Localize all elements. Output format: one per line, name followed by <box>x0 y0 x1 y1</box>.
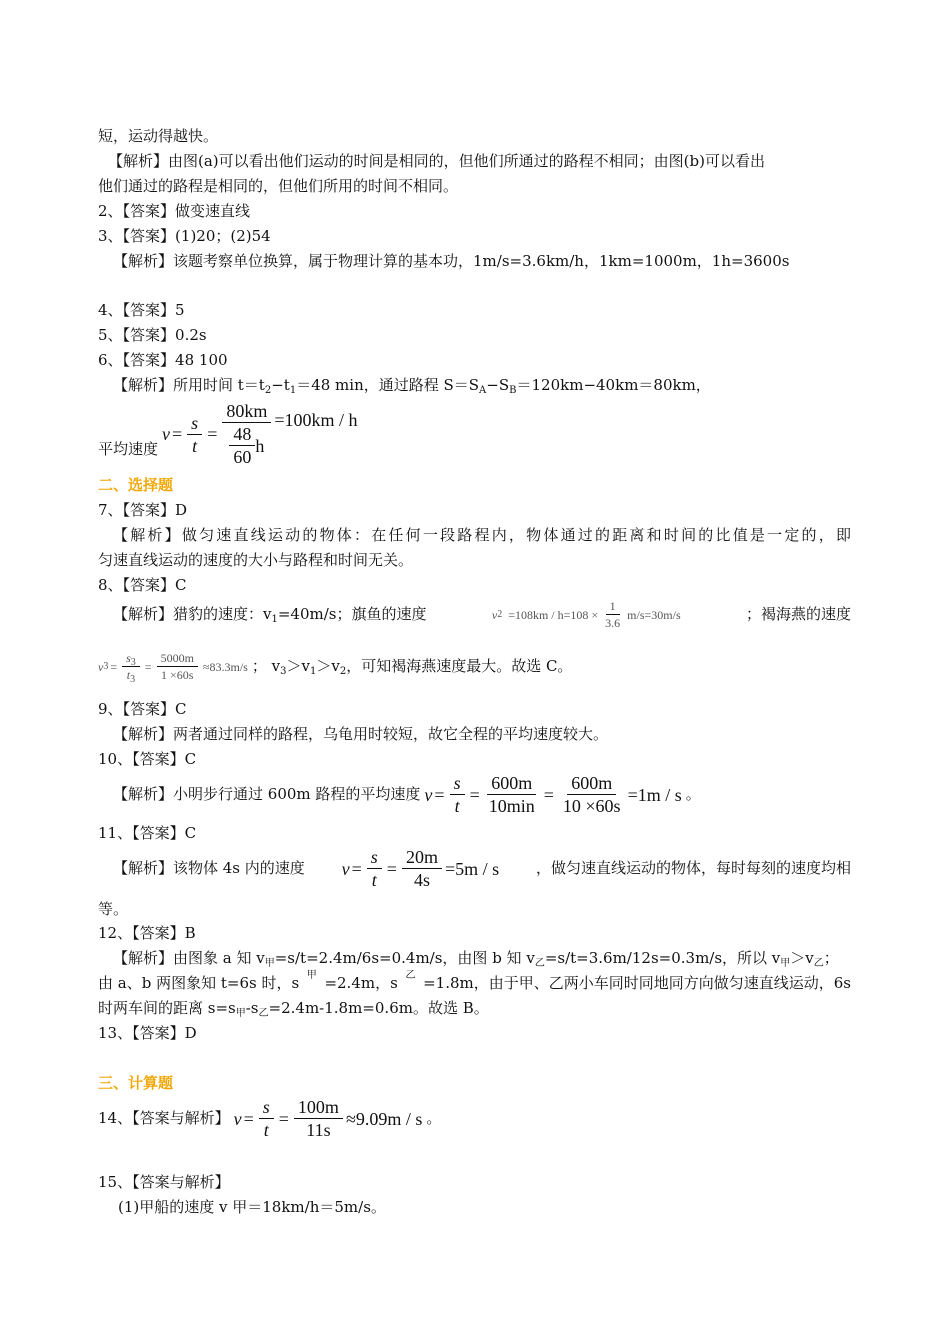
fraction <box>559 774 625 815</box>
text-line: 等。 <box>98 900 129 918</box>
swift-speed-formula: v 3 = $\frac{s_3}{t_3}$ = $\frac{5000m}{1 \times 60s}$ ≈83.3m/s <box>98 651 248 685</box>
text-line: 4、【答案】5 <box>98 301 185 319</box>
text-line <box>113 600 851 629</box>
subscript: 甲 <box>264 958 275 969</box>
text-line: 他们通过的路程是相同的，但他们所用的时间不相同。 <box>98 177 459 195</box>
math-symbol: s <box>367 848 382 869</box>
math-symbol: = <box>144 659 152 674</box>
math-symbol: 20m <box>402 848 442 869</box>
text-line: 【解析】由图(a)可以看出他们运动的时间是相同的，但他们所通过的路程不相同；由图(b)可以看出 <box>108 152 765 170</box>
math-symbol: =100km / h <box>274 410 358 430</box>
math-symbol: 5000m <box>157 652 198 667</box>
text-line <box>98 651 573 685</box>
text-run: ＞v <box>286 657 310 675</box>
text-line: 13、【答案】D <box>98 1024 197 1042</box>
text-run <box>113 605 427 625</box>
math-symbol: 11s <box>306 1120 331 1140</box>
fraction-denominator <box>225 423 268 466</box>
fraction <box>222 402 271 466</box>
math-symbol: 600m <box>487 774 536 795</box>
subscript: 乙 <box>534 958 545 969</box>
text-line: 11、【答案】C <box>98 824 197 842</box>
math-symbol: = <box>110 659 118 674</box>
math-symbol: t <box>454 796 460 816</box>
subscript: A <box>479 385 487 396</box>
text-run: 时两车间的距离 s=s <box>98 999 236 1017</box>
text-line <box>98 970 851 992</box>
text-run: -s <box>245 999 259 1017</box>
text-run: ； v <box>251 657 281 675</box>
subscript: 乙 <box>813 958 824 969</box>
text-run: 【解析】所用时间 t＝t <box>113 376 265 394</box>
text-line: (1)甲船的速度 v 甲＝18km/h＝5m/s。 <box>118 1198 386 1216</box>
text-line: 5、【答案】0.2s <box>98 326 207 344</box>
fraction <box>294 1098 343 1139</box>
text-run: −S <box>486 376 510 394</box>
subscript: 乙 <box>258 1008 269 1019</box>
text-run: ，做匀速直线运动的物体，每时每刻的速度均相 <box>535 859 851 877</box>
math-symbol: s <box>259 1098 274 1119</box>
math-symbol: 10 ×60s <box>562 796 621 816</box>
subscript: 3 <box>130 657 136 668</box>
fraction <box>402 848 442 889</box>
math-symbol: v <box>233 1108 242 1129</box>
subscript: 1 <box>271 614 278 625</box>
text-line: 3、【答案】(1)20；(2)54 <box>98 227 271 245</box>
math-symbol: =1m / s <box>627 784 682 805</box>
text-line <box>113 774 701 815</box>
subscript: 甲 <box>780 958 791 969</box>
math-symbol: v <box>98 659 104 674</box>
object-speed-formula: v = $\frac{s}{t}$ = $\frac{20m}{4s}$ =5m / s <box>341 847 500 890</box>
math-symbol: v <box>491 607 498 622</box>
text-run: ＝48 min，通过路程 S＝S <box>296 376 480 394</box>
text-run: 【解析】由图象 a 知 v <box>113 949 265 967</box>
math-symbol: v <box>424 784 433 805</box>
text-line <box>98 1098 441 1139</box>
math-symbol: m/s=30m/s <box>627 607 681 622</box>
text-line <box>113 848 851 889</box>
math-symbol: h <box>255 435 265 456</box>
text-run: 【解析】猎豹的速度：v <box>113 605 272 623</box>
math-symbol: = <box>172 424 183 444</box>
subscript: 1 <box>309 666 317 677</box>
math-symbol: =5m / s <box>444 858 500 879</box>
text-run: 。 <box>426 1109 442 1127</box>
fraction <box>450 774 465 815</box>
math-symbol: t <box>126 668 131 682</box>
fraction <box>367 848 382 889</box>
text-run: ＞v <box>790 949 814 967</box>
text-run: −t <box>271 376 290 394</box>
text-run: 14、【答案与解析】 <box>98 1109 230 1127</box>
text-run: ＞v <box>316 657 340 675</box>
text-run: =1.8m，由于甲、乙两小车同时同地同方向做匀速直线运动，6s <box>423 974 851 992</box>
subscript: 甲 <box>235 1008 246 1019</box>
math-symbol: s <box>126 651 131 665</box>
text-run: 。 <box>685 785 701 803</box>
text-line: 10、【答案】C <box>98 750 197 768</box>
formula-line <box>98 402 358 466</box>
text-run: ；褐海燕的速度 <box>745 605 851 623</box>
text-line: 9、【答案】C <box>98 700 187 718</box>
math-symbol: 1 <box>606 600 620 615</box>
subscript: 1 <box>289 385 297 396</box>
math-symbol: = <box>207 424 218 444</box>
text-line: 【解析】两者通过同样的路程，乌龟用时较短，故它全程的平均速度较大。 <box>113 725 609 743</box>
math-symbol: 80km <box>222 402 271 423</box>
fraction <box>157 652 198 681</box>
math-symbol: 60 <box>233 447 252 467</box>
subscript: 乙 <box>405 970 416 981</box>
text-run: ＝120km−40km＝80km， <box>516 376 711 394</box>
section-heading: 二、选择题 <box>98 476 174 494</box>
math-symbol: ≈83.3m/s <box>202 659 248 674</box>
text-line: 【解析】由图象 a 知 $v_甲=s/t=2.4m/6s=0.4m/s$，由图 b 知 $v_乙=s/t=3.6m/12s=0.3m/s$，所以 $v_甲>v_乙$； <box>113 949 839 969</box>
math-symbol: =108km / h=108 × <box>508 607 599 622</box>
subscript: 3 <box>130 674 136 685</box>
fraction <box>259 1098 274 1139</box>
section-heading: 三、计算题 <box>98 1074 174 1092</box>
sailfish-speed-formula: v 2 =108km / h=108 × $\frac{1}{3.6}$ m/s=30m/s <box>491 599 681 630</box>
fraction <box>601 600 624 629</box>
text-run: 平均速度 <box>98 439 159 458</box>
text-line: 12、【答案】B <box>98 924 196 942</box>
average-speed-formula <box>162 402 358 466</box>
text-run: 【解析】小明步行通过 600m 路程的平均速度 <box>113 785 421 803</box>
math-symbol: v <box>162 424 171 444</box>
text-line: 【解析】该题考察单位换算，属于物理计算的基本功，1m/s=3.6km/h，1km=1000m，1h=3600s <box>113 252 790 270</box>
fraction <box>187 414 202 455</box>
text-line <box>113 376 711 396</box>
text-line: 短，运动得越快。 <box>98 127 219 145</box>
subscript: 3 <box>280 666 287 677</box>
math-symbol: 1 ×60s <box>161 668 194 682</box>
text-run: =40m/s；旗鱼的速度 <box>277 605 427 623</box>
math-symbol: 600m <box>567 774 616 795</box>
math-symbol: 48 <box>229 425 255 446</box>
text-run: 【解析】该物体 4s 内的速度 <box>113 859 305 877</box>
math-symbol: v <box>341 858 350 879</box>
math-symbol: s <box>187 414 202 435</box>
text-run: =2.4m，s <box>324 974 398 992</box>
text-run: =s/t=3.6m/12s=0.3m/s，所以 v <box>544 949 781 967</box>
math-symbol: 100m <box>294 1098 343 1119</box>
text-line: 6、【答案】48 100 <box>98 351 228 369</box>
text-line: 2、【答案】做变速直线 <box>98 202 251 220</box>
calc-speed-formula: v = $\frac{s}{t}$ = $\frac{100m}{11s}$ ≈9.09m / s <box>233 1097 423 1140</box>
math-symbol: 10min <box>488 796 535 816</box>
text-run: 由 a、b 两图象知 t=6s 时，s <box>98 974 300 992</box>
fraction <box>485 774 539 815</box>
text-line <box>98 999 489 1019</box>
text-line: 【解析】做匀速直线运动的物体：在任何一段路程内，物体通过的距离和时间的比值是一定的，即 <box>113 526 851 544</box>
text-run <box>251 657 573 677</box>
fraction <box>229 425 255 466</box>
fraction <box>122 651 140 685</box>
subscript: B <box>509 385 517 396</box>
text-run: ，可知褐海燕速度最大。故选 C。 <box>346 657 573 675</box>
math-symbol: 4s <box>413 870 430 890</box>
math-symbol: 3.6 <box>605 616 621 630</box>
text-run: =s/t=2.4m/6s=0.4m/s，由图 b 知 v <box>274 949 535 967</box>
subscript: 甲 <box>306 970 317 981</box>
text-line: 匀速直线运动的速度的大小与路程和时间无关。 <box>98 551 414 569</box>
xiaoming-speed-formula: v = $\frac{s}{t}$ = $\frac{600m}{10\min}$ = $\frac{600m}{10 \times 60s}$ =1m / s <box>424 773 682 816</box>
math-symbol: ≈9.09m / s <box>345 1108 423 1129</box>
text-line: 7、【答案】D <box>98 501 188 519</box>
math-symbol: s <box>450 774 465 795</box>
text-line: 8、【答案】C <box>98 576 187 594</box>
text-run: =2.4m-1.8m=0.6m。故选 B。 <box>268 999 489 1017</box>
text-line: 15、【答案与解析】 <box>98 1173 230 1191</box>
subscript: 2 <box>264 385 272 396</box>
math-symbol: t <box>192 435 198 456</box>
math-symbol: t <box>263 1120 269 1140</box>
math-symbol: t <box>371 870 377 890</box>
subscript: 2 <box>339 666 347 677</box>
